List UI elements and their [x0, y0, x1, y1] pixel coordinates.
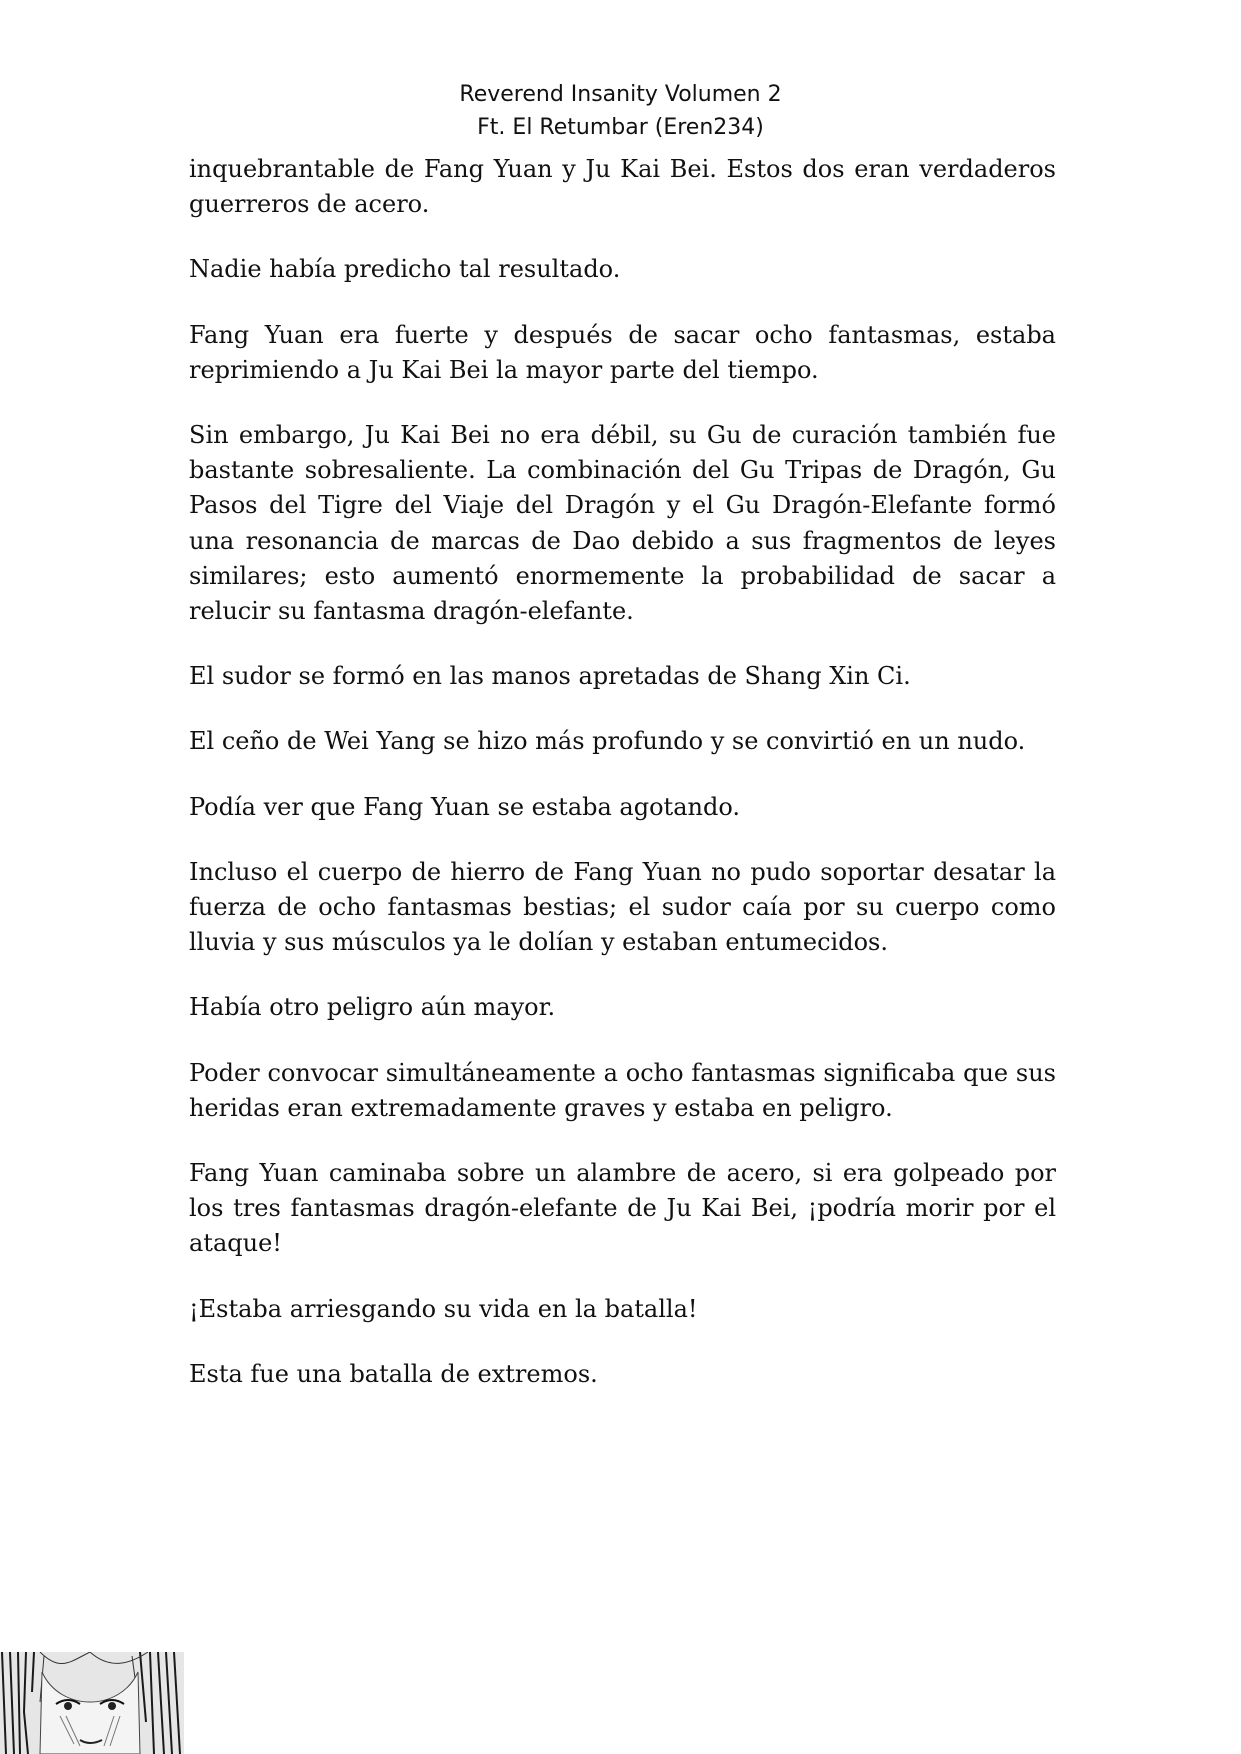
- paragraph: Incluso el cuerpo de hierro de Fang Yuan no pudo soportar desatar la fuerza de ocho fantasmas bestias; el sudor caía por su cuerpo como lluvia y sus músculos ya le dolían y estaban entumecidos.: [189, 857, 1056, 957]
- paragraph: Sin embargo, Ju Kai Bei no era débil, su Gu de curación también fue bastante sobresaliente. La combinación del Gu Tripas de Dragón, Gu Pasos del Tigre del Viaje del Dragón y el Gu Dragón-Elefante formó una resonancia de marcas de Dao debido a sus fragmentos de leyes similares; esto aumentó enormemente la probabilidad de sacar a relucir su fantasma dragón-elefante.: [189, 421, 1056, 626]
- page-header: [0, 78, 1241, 144]
- paragraph: inquebrantable de Fang Yuan y Ju Kai Bei. Estos dos eran verdaderos guerreros de acero.: [189, 155, 1056, 219]
- header-credit: Ft. El Retumbar (Eren234): [477, 115, 764, 140]
- paragraph: El sudor se formó en las manos apretadas de Shang Xin Ci.: [189, 662, 911, 691]
- paragraph: Nadie había predicho tal resultado.: [189, 255, 621, 284]
- body-text: [189, 152, 1056, 1422]
- paragraph: Poder convocar simultáneamente a ocho fantasmas significaba que sus heridas eran extremadamente graves y estaba en peligro.: [189, 1058, 1056, 1122]
- header-title: Reverend Insanity Volumen 2: [459, 82, 782, 107]
- paragraph: Podía ver que Fang Yuan se estaba agotando.: [189, 792, 740, 821]
- paragraph: Fang Yuan era fuerte y después de sacar ocho fantasmas, estaba reprimiendo a Ju Kai Bei la mayor parte del tiempo.: [189, 320, 1056, 384]
- paragraph: Había otro peligro aún mayor.: [189, 993, 556, 1022]
- paragraph: ¡Estaba arriesgando su vida en la batalla!: [189, 1294, 698, 1323]
- paragraph: Esta fue una batalla de extremos.: [189, 1359, 598, 1388]
- paragraph: El ceño de Wei Yang se hizo más profundo y se convirtió en un nudo.: [189, 727, 1026, 756]
- paragraph: Fang Yuan caminaba sobre un alambre de acero, si era golpeado por los tres fantasmas dragón-elefante de Ju Kai Bei, ¡podría morir por el ataque!: [189, 1159, 1056, 1258]
- manga-character-portrait-icon: [0, 1652, 184, 1754]
